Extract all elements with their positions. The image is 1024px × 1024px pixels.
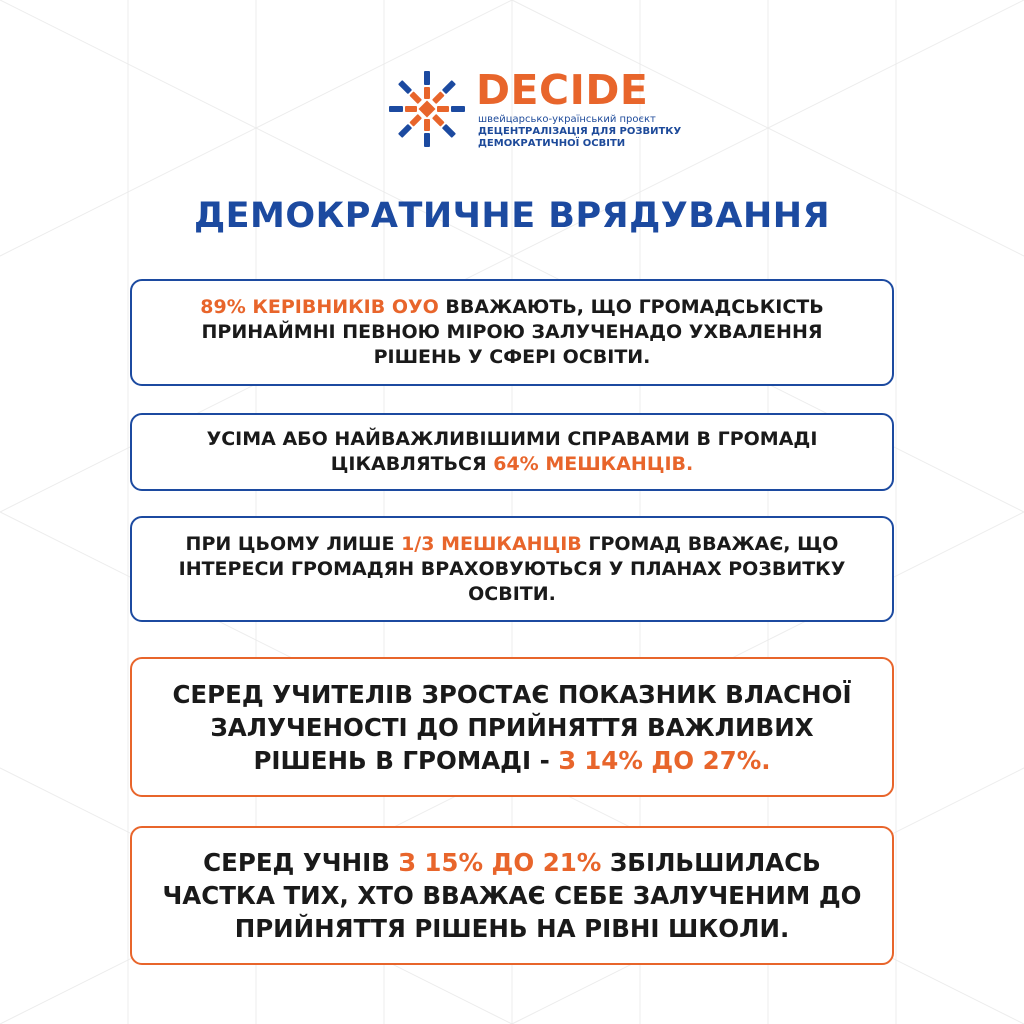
fact-card-1-body: ВВАЖАЮТЬ, ЩО ГРОМАДСЬКІСТЬ ПРИНАЙМНІ ПЕВНОЮ МІРОЮ ЗАЛУЧЕНАДО УХВАЛЕННЯ РІШЕНЬ У СФЕРІ ОСВІТИ. [201,296,824,368]
fact-card-3-body-end: ГРОМАД ВВАЖАЄ, ЩО ІНТЕРЕСИ ГРОМАДЯН ВРАХОВУЮТЬСЯ У ПЛАНАХ РОЗВИТКУ ОСВІТИ. [178,532,846,605]
fact-card-1 [130,279,894,386]
fact-card-2-text [132,427,892,477]
logo-subtitle-line2: ДЕЦЕНТРАЛІЗАЦІЯ ДЛЯ РОЗВИТКУ [478,126,682,137]
decide-logo [386,66,682,152]
fact-card-5-highlight: З 15% ДО 21% [398,848,602,877]
fact-card-4-text [132,678,892,777]
fact-card-3-highlight: 1/3 МЕШКАНЦІВ [401,532,582,555]
fact-card-5-body-end: ЗБІЛЬШИЛАСЬ ЧАСТКА ТИХ, ХТО ВВАЖАЄ СЕБЕ ЗАЛУЧЕНИМ ДО ПРИЙНЯТТЯ РІШЕНЬ НА РІВНІ ШКОЛИ. [162,848,862,943]
fact-card-3-text [132,532,892,607]
fact-card-3-body-start: ПРИ ЦЬОМУ ЛИШЕ [185,532,402,555]
logo-name: DECIDE [476,66,649,114]
page-title: ДЕМОКРАТИЧНЕ ВРЯДУВАННЯ [193,196,831,236]
fact-card-4-highlight: З 14% ДО 27%. [558,745,771,775]
fact-card-2 [130,413,894,491]
fact-card-4-body: СЕРЕД УЧИТЕЛІВ ЗРОСТАЄ ПОКАЗНИК ВЛАСНОЇ ЗАЛУЧЕНОСТІ ДО ПРИЙНЯТТЯ ВАЖЛИВИХ РІШЕНЬ В ГРОМАДІ - [172,679,852,775]
fact-card-4 [130,657,894,797]
logo-subtitle-line3: ДЕМОКРАТИЧНОЇ ОСВІТИ [478,138,626,149]
logo-subtitle: швейцарсько-український проєкт [478,114,656,125]
fact-card-1-highlight: 89% КЕРІВНИКІВ ОУО [200,296,439,318]
fact-card-2-body: УСІМА АБО НАЙВАЖЛИВІШИМИ СПРАВАМИ В ГРОМАДІ ЦІКАВЛЯТЬСЯ [206,428,818,475]
fact-card-5-body-start: СЕРЕД УЧНІВ [203,848,399,877]
fact-card-3 [130,516,894,622]
snowflake-emblem-icon [386,68,468,150]
fact-card-5 [130,826,894,965]
fact-card-2-highlight: 64% МЕШКАНЦІВ. [493,453,694,475]
fact-card-5-text [132,846,892,945]
fact-card-1-text [132,295,892,370]
